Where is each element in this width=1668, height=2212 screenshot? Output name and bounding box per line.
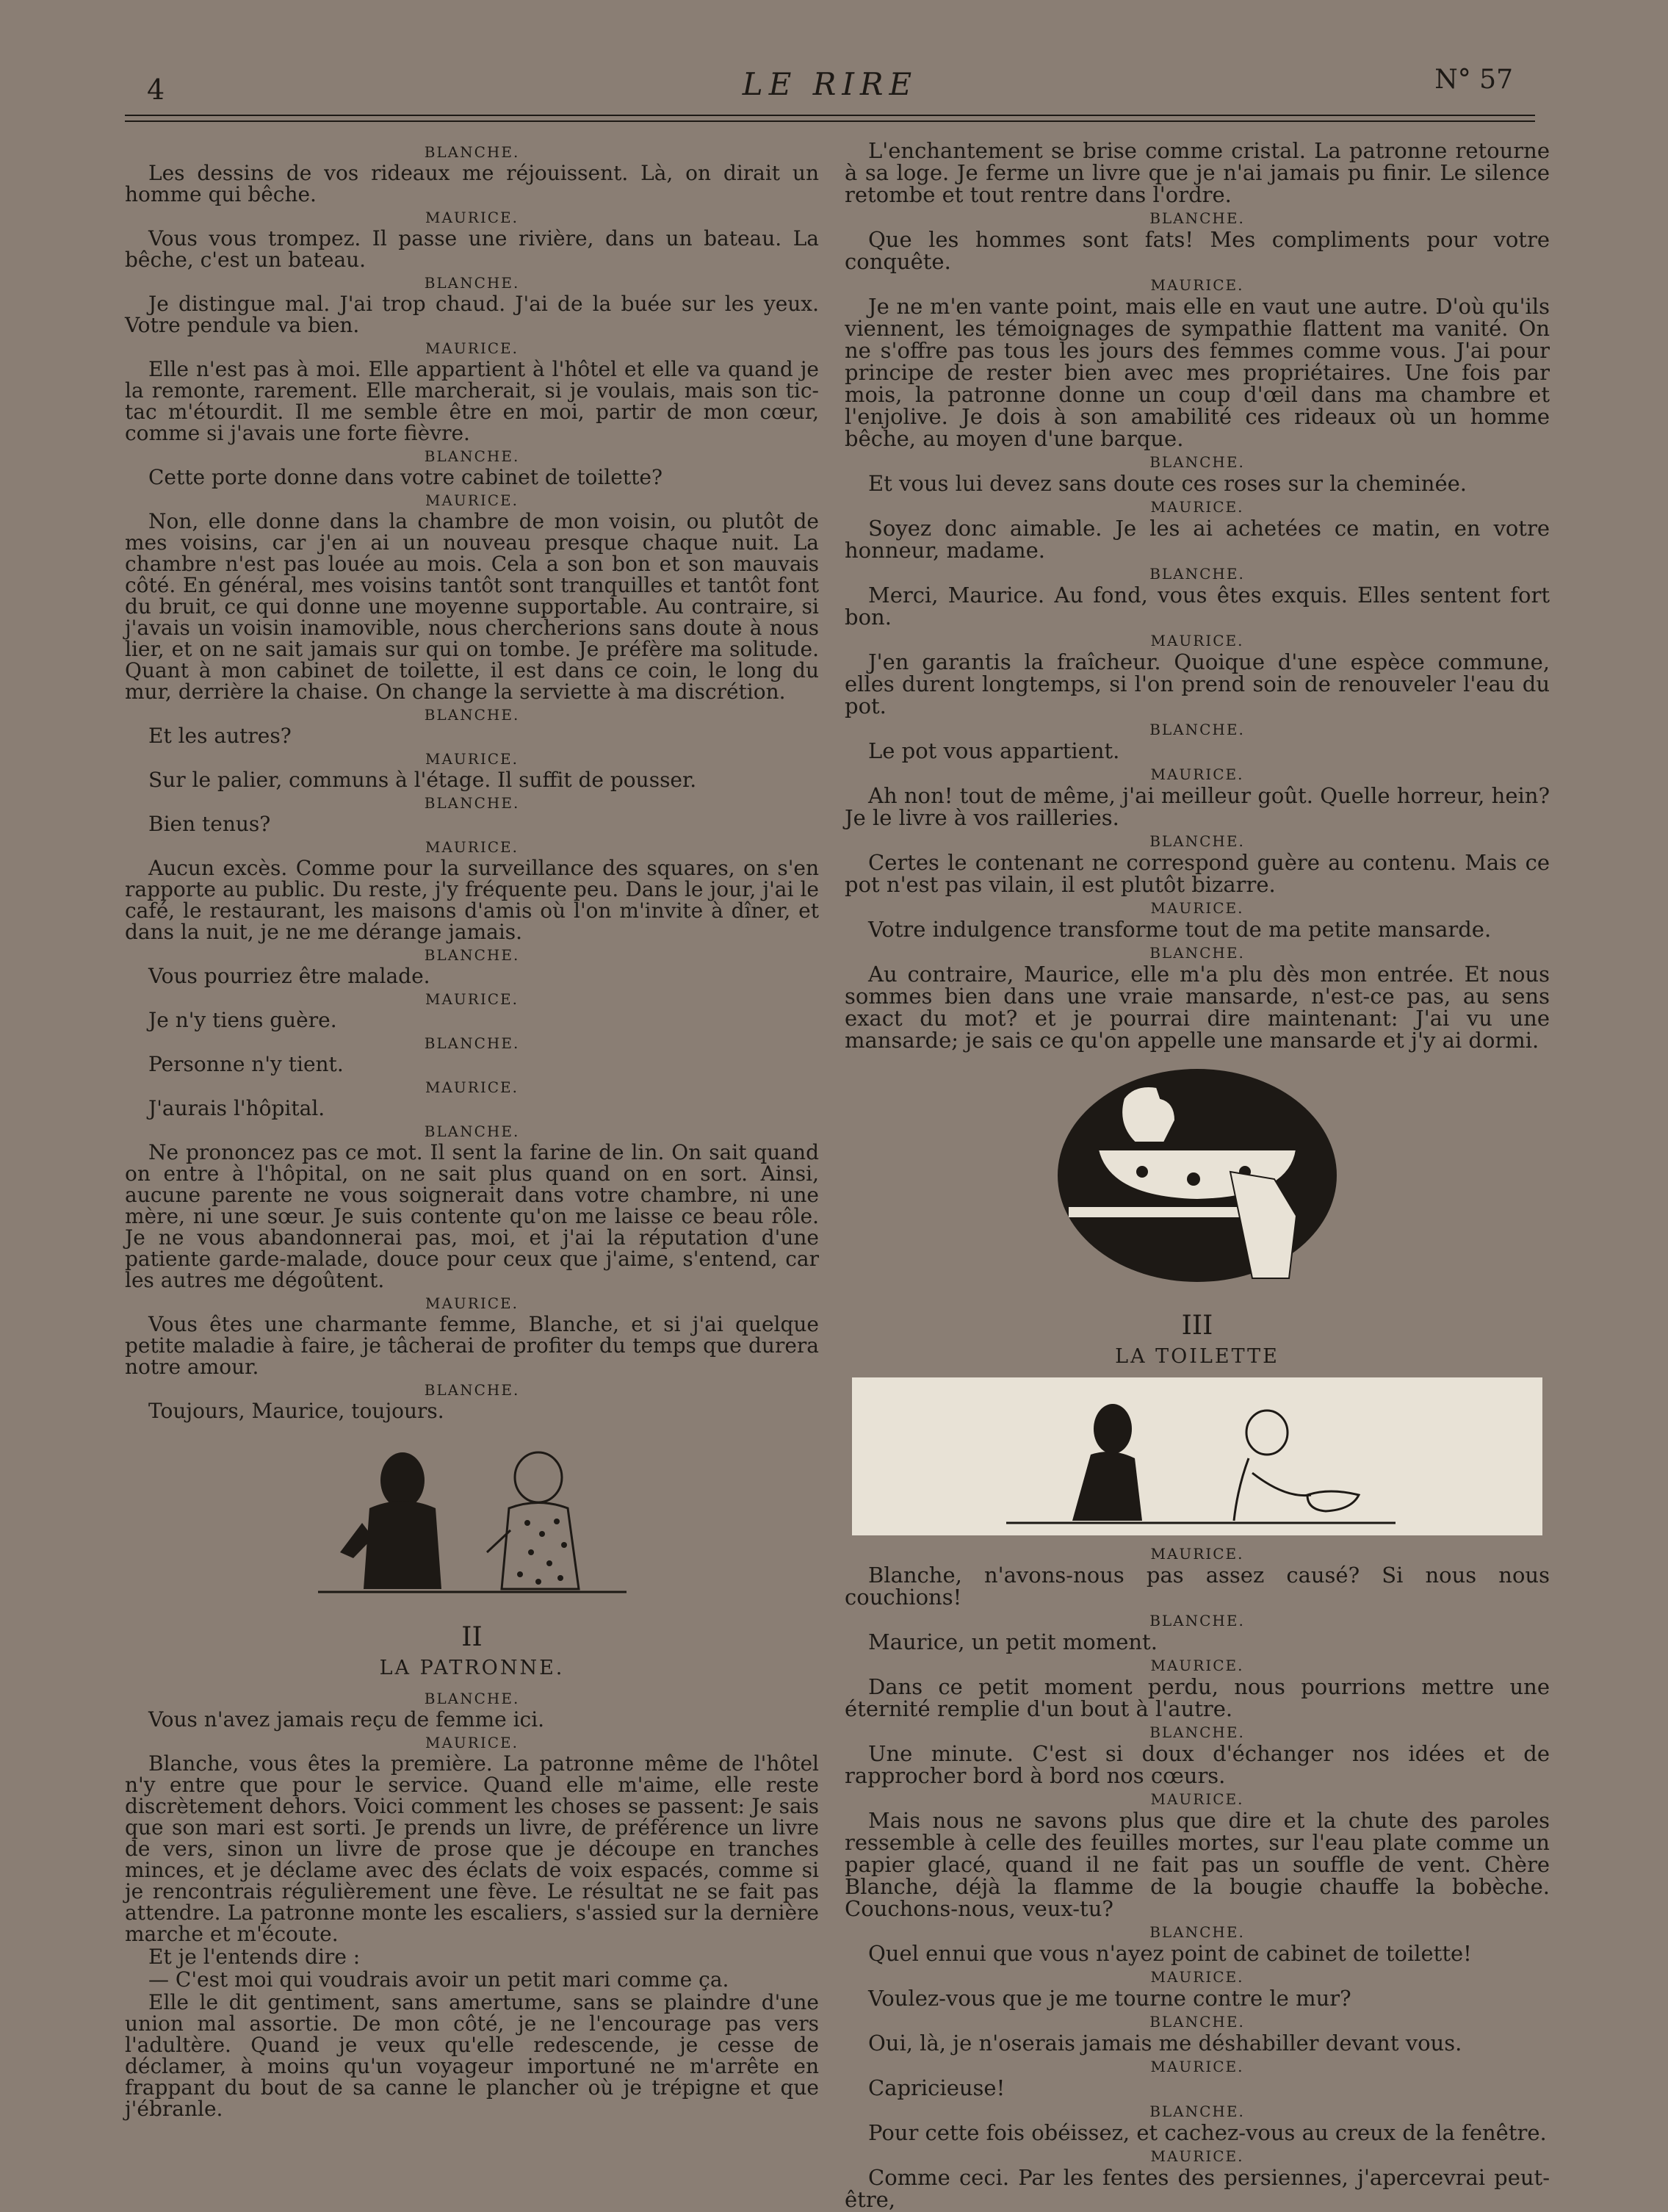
dialogue-paragraph: Blanche, n'avons-nous pas assez causé? Si nous nous couchions! <box>845 1563 1550 1610</box>
right-dialogue <box>845 140 1550 1051</box>
speaker-label: BLANCHE. <box>1149 1723 1245 1741</box>
speaker-label: BLANCHE. <box>424 274 520 292</box>
left-dialogue <box>125 143 819 1422</box>
dialogue-paragraph: Le pot vous appartient. <box>868 738 1120 763</box>
dialogue-paragraph: Au contraire, Maurice, elle m'a plu dès mon entrée. Et nous sommes bien dans une vraie mansarde, n'est-ce pas, au sens exact du mot? et je pourrai dire maintenant: J'ai vu une mansarde; je sais ce qu'on appelle une mansarde et j'y ai dormi. <box>845 962 1550 1053</box>
speaker-label: BLANCHE. <box>424 706 520 724</box>
section-2-number: II <box>461 1622 483 1652</box>
dialogue-paragraph: Mais nous ne savons plus que dire et la chute des paroles ressemble à celle des feuilles mortes, sur l'eau plate comme un papier glacé, quand il ne fait pas un souffle de vent. Chère Blanche, déjà la flamme de la bougie chauffe la bobèche. Couchons-nous, veux-tu? <box>845 1808 1550 1921</box>
dialogue-paragraph: Je ne m'en vante point, mais elle en vaut une autre. D'où qu'ils viennent, les témoignages de sympathie flattent ma vanité. On ne s'offre pas tous les jours des femmes comme vous. J'ai pour principe de rester bien avec mes propriétaires. Une fois par mois, la patronne donne un coup d'œil dans ma chambre et l'enjolive. Je dois à son amabilité ces rideaux où un homme bêche, au moyen d'une barque. <box>845 294 1550 451</box>
dialogue-paragraph: Bien tenus? <box>148 812 271 836</box>
speaker-label: BLANCHE. <box>1149 2013 1245 2031</box>
speaker-label: BLANCHE. <box>1149 209 1245 227</box>
speaker-label: BLANCHE. <box>1149 1612 1245 1629</box>
speaker-label: MAURICE. <box>425 491 519 509</box>
speaker-label: MAURICE. <box>425 750 519 768</box>
speaker-label: MAURICE. <box>1150 1545 1244 1563</box>
dialogue-paragraph: Vous pourriez être malade. <box>148 964 430 988</box>
dialogue-paragraph: J'en garantis la fraîcheur. Quoique d'une espèce commune, elles durent longtemps, si l'on prend soin de renouveler l'eau du pot. <box>845 649 1550 718</box>
illustration-two-women <box>318 1435 627 1604</box>
speaker-label: MAURICE. <box>425 209 519 226</box>
speaker-label: MAURICE. <box>1150 498 1244 516</box>
section-3-number: III <box>1181 1311 1213 1341</box>
dialogue-paragraph: Aucun excès. Comme pour la surveillance des squares, on s'en rapporte au public. Du reste, j'y fréquente peu. Dans le jour, j'ai le café, le restaurant, les maisons d'amis où l'on m'invite à dîner, et dans la nuit, je ne me dérange jamais. <box>125 856 819 944</box>
dialogue-paragraph: Je distingue mal. J'ai trop chaud. J'ai de la buée sur les yeux. Votre pendule va bien. <box>125 292 819 337</box>
header-rule-top <box>125 115 1535 116</box>
section-2-title: LA PATRONNE. <box>379 1657 565 1679</box>
speaker-label: BLANCHE. <box>424 1034 520 1052</box>
page-header <box>125 59 1535 106</box>
dialogue-paragraph: Pour cette fois obéissez, et cachez-vous au creux de la fenêtre. <box>868 2120 1547 2145</box>
speaker-label: MAURICE. <box>1150 1968 1244 1986</box>
speaker-label: MAURICE. <box>425 838 519 856</box>
speaker-label: MAURICE. <box>425 339 519 357</box>
dialogue-paragraph: Capricieuse! <box>868 2075 1006 2100</box>
illustration-washbasin-pitcher <box>1054 1069 1340 1289</box>
section-3-title: LA TOILETTE <box>1115 1345 1279 1368</box>
speaker-label: MAURICE. <box>425 1294 519 1312</box>
dialogue-paragraph: Blanche, vous êtes la première. La patronne même de l'hôtel n'y entre que pour le service. Quand elle m'aime, elle reste discrètement dehors. Voici comment les choses se passent: Je sais que son mari est sorti. Je prends un livre, de préférence un livre de vers, sinon un livre de prose que je découpe en tranches minces, et je déclame avec des éclats de voix espacés, comme si je rencontrais régulièrement une fève. Le résultat ne se fait pas attendre. La patronne monte les escaliers, s'assied sur la dernière marche et m'écoute. <box>125 1751 819 1946</box>
speaker-label: MAURICE. <box>1150 765 1244 783</box>
dialogue-paragraph: Cette porte donne dans votre cabinet de toilette? <box>148 465 662 489</box>
speaker-label: MAURICE. <box>425 1078 519 1096</box>
header-rule-bottom <box>125 120 1535 122</box>
speaker-label: MAURICE. <box>1150 2058 1244 2075</box>
speaker-label: MAURICE. <box>1150 1790 1244 1808</box>
page-number: 4 <box>147 73 165 106</box>
speaker-label: MAURICE. <box>1150 276 1244 294</box>
dialogue-paragraph: Que les hommes sont fats! Mes compliments pour votre conquête. <box>845 227 1550 274</box>
dialogue-paragraph: Certes le contenant ne correspond guère au contenu. Mais ce pot n'est pas vilain, il est plutôt bizarre. <box>845 850 1550 897</box>
speaker-label: MAURICE. <box>425 990 519 1008</box>
speaker-label: BLANCHE. <box>424 1123 520 1140</box>
dialogue-paragraph: Ah non! tout de même, j'ai meilleur goût. Quelle horreur, hein? Je le livre à vos railleries. <box>845 783 1550 830</box>
dialogue-paragraph: Ne prononcez pas ce mot. Il sent la farine de lin. On sait quand on entre à l'hôpital, on ne sait plus quand on en sort. Ainsi, aucune parente ne vous soignerait dans votre chambre, ni une mère, ni une sœur. Je suis contente qu'on me laisse ce beau rôle. Je ne vous abandonnerai pas, moi, et j'ai la réputation d'une patiente garde-malade, douce pour ceux que j'aime, s'entend, car les autres me dégoûtent. <box>125 1140 819 1292</box>
dialogue-paragraph: Je n'y tiens guère. <box>148 1008 337 1032</box>
speaker-label: BLANCHE. <box>424 1381 520 1399</box>
dialogue-paragraph: Non, elle donne dans la chambre de mon voisin, ou plutôt de mes voisins, car j'en ai un nouveau presque chaque nuit. La chambre n'est pas louée au mois. Cela a son bon et son mauvais côté. En général, mes voisins tantôt sont tranquilles et tantôt font du bruit, ce qui donne une moyenne supportable. Au contraire, si j'avais un voisin inamovible, nous chercherions sans doute à nous lier, et on ne sait jamais sur qui on tombe. Je préfère ma solitude. Quant à mon cabinet de toilette, il est dans ce coin, le long du mur, derrière la chaise. On change la serviette à ma discrétion. <box>125 509 819 704</box>
speaker-label: BLANCHE. <box>424 143 520 161</box>
dialogue-paragraph: Voulez-vous que je me tourne contre le mur? <box>868 1986 1351 2011</box>
speaker-label: MAURICE. <box>1150 1657 1244 1674</box>
speaker-label: BLANCHE. <box>1149 944 1245 962</box>
speaker-label: BLANCHE. <box>424 794 520 812</box>
speaker-label: BLANCHE. <box>424 1690 520 1707</box>
left-column <box>125 140 819 2121</box>
speaker-label: MAURICE. <box>425 1734 519 1751</box>
speaker-label: BLANCHE. <box>1149 721 1245 738</box>
dialogue-paragraph: Les dessins de vos rideaux me réjouissent. Là, on dirait un homme qui bêche. <box>125 161 819 206</box>
illustration-toilette <box>852 1377 1542 1535</box>
speaker-label: BLANCHE. <box>1149 565 1245 583</box>
section-3-dialogue <box>845 1544 1550 2211</box>
speaker-label: BLANCHE. <box>1149 832 1245 850</box>
dialogue-paragraph: Toujours, Maurice, toujours. <box>148 1399 444 1423</box>
dialogue-paragraph: Dans ce petit moment perdu, nous pourrions mettre une éternité remplie d'un bout à l'autre. <box>845 1674 1550 1721</box>
dialogue-paragraph: Personne n'y tient. <box>148 1052 344 1076</box>
dialogue-paragraph: Elle n'est pas à moi. Elle appartient à l'hôtel et elle va quand je la remonte, rarement. Elle marcherait, si je voulais, mais son tic-tac m'étourdit. Il me semble être en moi, partir de mon cœur, comme si j'avais une forte fièvre. <box>125 357 819 445</box>
dialogue-paragraph: Et les autres? <box>148 724 292 748</box>
speaker-label: BLANCHE. <box>424 946 520 964</box>
speaker-label: MAURICE. <box>1150 632 1244 649</box>
dialogue-paragraph: Merci, Maurice. Au fond, vous êtes exquis. Elles sentent fort bon. <box>845 583 1550 630</box>
dialogue-paragraph: Soyez donc aimable. Je les ai achetées ce matin, en votre honneur, madame. <box>845 516 1550 563</box>
dialogue-paragraph: Oui, là, je n'oserais jamais me déshabiller devant vous. <box>868 2031 1462 2056</box>
dialogue-paragraph: — C'est moi qui voudrais avoir un petit mari comme ça. <box>148 1967 729 1992</box>
dialogue-paragraph: L'enchantement se brise comme cristal. La patronne retourne à sa loge. Je ferme un livre que je n'ai jamais pu finir. Le silence retombe et tout rentre dans l'ordre. <box>845 138 1550 207</box>
speaker-label: BLANCHE. <box>1149 2103 1245 2120</box>
dialogue-paragraph: Comme ceci. Par les fentes des persiennes, j'apercevrai peut-être, <box>845 2165 1550 2212</box>
issue-number: N° 57 <box>1434 65 1513 95</box>
journal-title: LE RIRE <box>742 66 918 102</box>
section-2-dialogue <box>125 1689 819 2119</box>
right-column <box>845 140 1550 2212</box>
dialogue-paragraph: Et vous lui devez sans doute ces roses sur la cheminée. <box>868 471 1467 496</box>
dialogue-paragraph: Une minute. C'est si doux d'échanger nos idées et de rapprocher bord à bord nos cœurs. <box>845 1741 1550 1788</box>
dialogue-paragraph: J'aurais l'hôpital. <box>148 1096 325 1120</box>
dialogue-paragraph: Vous vous trompez. Il passe une rivière, dans un bateau. La bêche, c'est un bateau. <box>125 226 819 272</box>
dialogue-paragraph: Vous n'avez jamais reçu de femme ici. <box>148 1707 545 1732</box>
speaker-label: MAURICE. <box>1150 2147 1244 2165</box>
speaker-label: BLANCHE. <box>1149 453 1245 471</box>
dialogue-paragraph: Votre indulgence transforme tout de ma petite mansarde. <box>868 917 1492 942</box>
dialogue-paragraph: Et je l'entends dire : <box>148 1945 361 1969</box>
dialogue-paragraph: Maurice, un petit moment. <box>868 1629 1158 1654</box>
dialogue-paragraph: Quel ennui que vous n'ayez point de cabinet de toilette! <box>868 1941 1472 1966</box>
dialogue-paragraph: Vous êtes une charmante femme, Blanche, et si j'ai quelque petite maladie à faire, je tâcherai de profiter du temps que durera notre amour. <box>125 1312 819 1379</box>
dialogue-paragraph: Sur le palier, communs à l'étage. Il suffit de pousser. <box>148 768 697 792</box>
speaker-label: BLANCHE. <box>1149 1923 1245 1941</box>
speaker-label: MAURICE. <box>1150 899 1244 917</box>
speaker-label: BLANCHE. <box>424 447 520 465</box>
dialogue-paragraph: Elle le dit gentiment, sans amertume, sans se plaindre d'une union mal assortie. De mon côté, je ne l'encourage pas vers l'adultère. Quand je veux qu'elle redescende, je cesse de déclamer, à moins qu'un voyageur importuné ne m'arrête en frappant du bout de sa canne le plancher où je trépigne et que j'ébranle. <box>125 1990 819 2121</box>
